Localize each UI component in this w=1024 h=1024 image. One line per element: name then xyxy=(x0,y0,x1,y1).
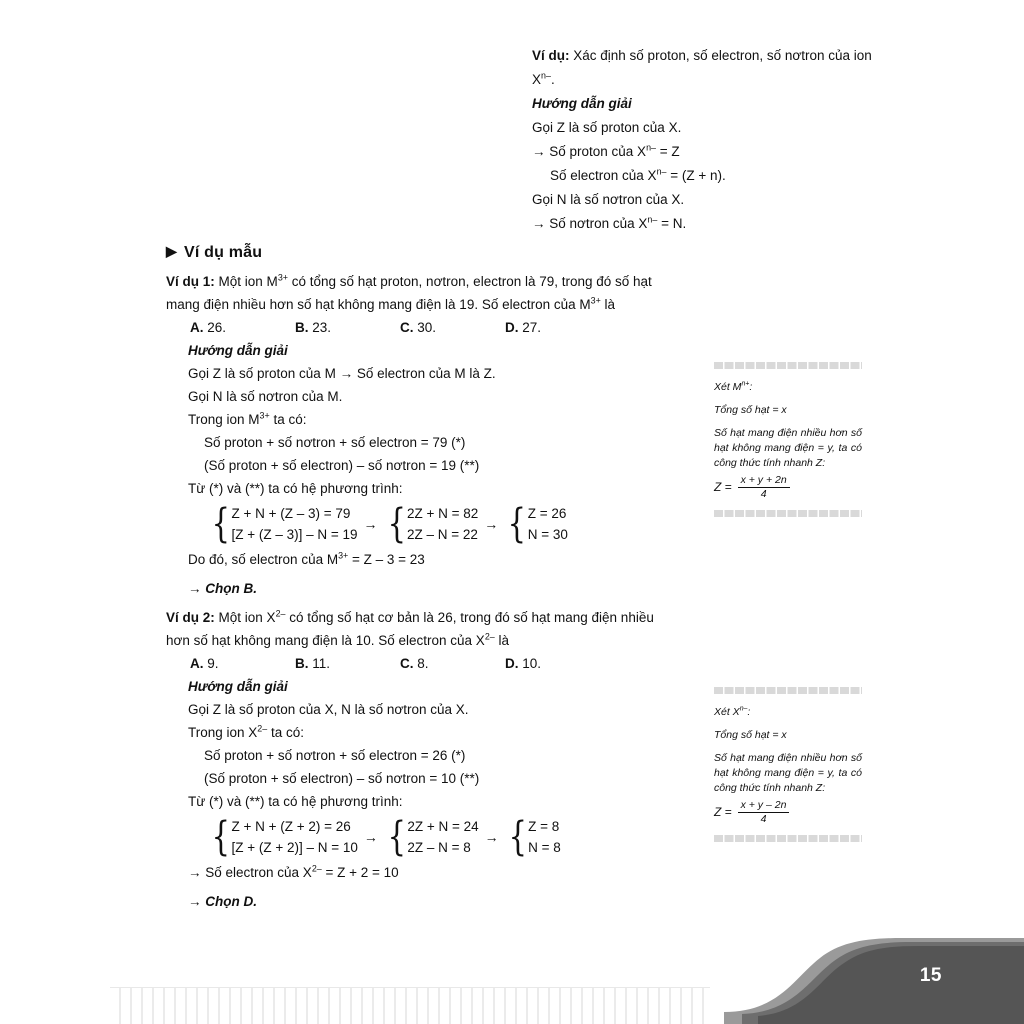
main-content-column xyxy=(166,243,696,913)
example-1-option-d-value: 27. xyxy=(522,320,542,335)
example-2-system-2 xyxy=(384,816,479,858)
example-1-in-ion-sup: 3+ xyxy=(259,410,270,421)
example-2-statement-1: Một ion X xyxy=(218,610,276,625)
note-1-title xyxy=(714,380,862,395)
margin-note-cation xyxy=(714,362,862,517)
note-1-title-prefix: Xét M xyxy=(714,381,742,393)
example-2-system-2-row-1: 2Z + N = 24 xyxy=(407,819,479,834)
example-1-system-1 xyxy=(208,503,358,545)
example-2-statement-2: hơn số hạt không mang điện là 10. Số electron của X xyxy=(166,633,485,648)
example-2-in-ion xyxy=(166,721,696,744)
example-1-system-1-row-1: Z + N + (Z – 3) = 79 xyxy=(231,506,351,521)
example-2-in-ion-tail: ta có: xyxy=(267,725,304,740)
example-2-system-2-row-2: 2Z – N = 8 xyxy=(407,840,471,855)
example-1-equation-systems xyxy=(166,500,696,548)
example-2-guide-heading: Hướng dẫn giải xyxy=(188,679,288,694)
left-brace-icon: { xyxy=(508,814,527,860)
note-2-fraction-denominator: 4 xyxy=(738,812,790,826)
example-2-statement-line-2 xyxy=(166,629,696,652)
example-1-statement-2: mang điện nhiều hơn số hạt không mang điện là 19. Số electron của M xyxy=(166,297,591,312)
note-1-total: Tổng số hạt = x xyxy=(714,404,787,416)
example-1-system-lead: Từ (*) và (**) ta có hệ phương trình: xyxy=(188,481,403,496)
example-2-system-3-row-2: N = 8 xyxy=(528,840,561,855)
example-1-system-2 xyxy=(384,503,479,545)
example-1-line-2: Gọi N là số nơtron của M. xyxy=(188,389,343,404)
intro-line-3-text: Số electron của X xyxy=(550,168,657,183)
example-1-statement-line-2 xyxy=(166,293,696,316)
example-2-result-sup: 2– xyxy=(311,863,322,874)
left-brace-icon: { xyxy=(387,814,406,860)
intro-line-3-tail: = (Z + n). xyxy=(666,168,726,183)
intro-line-4: Gọi N là số nơtron của X. xyxy=(532,192,685,207)
note-bottom-divider xyxy=(714,510,862,517)
note-2-title-prefix: Xét X xyxy=(714,706,740,718)
triangle-right-icon: ▶ xyxy=(166,243,177,259)
example-2-option-b-letter: B. xyxy=(295,656,309,671)
intro-prompt-sup: n– xyxy=(541,70,551,81)
example-2-option-c[interactable] xyxy=(400,652,429,675)
note-1-body: Số hạt mang điện nhiều hơn số hạt không mang điện = y, ta có công thức tính nhanh Z: xyxy=(714,427,862,469)
example-1-option-a[interactable] xyxy=(190,316,226,339)
example-1-system-1-row-2: [Z + (Z – 3)] – N = 19 xyxy=(231,527,358,542)
note-2-title-sup: n– xyxy=(739,705,748,713)
example-1-in-ion xyxy=(166,408,696,431)
example-1-result-prefix: Do đó, số electron của M xyxy=(188,552,339,567)
note-bottom-divider xyxy=(714,835,862,842)
intro-line-5-tail: = N. xyxy=(657,216,687,231)
intro-line-2-text: → Số proton của X xyxy=(532,144,647,159)
example-2-condition-2: (Số proton + số electron) – số nơtron = 10 (**) xyxy=(204,771,480,786)
example-1-result-tail: = Z – 3 = 23 xyxy=(348,552,425,567)
intro-guide-heading: Hướng dẫn giải xyxy=(532,96,632,111)
example-1-guide-heading: Hướng dẫn giải xyxy=(188,343,288,358)
example-2-option-a-value: 9. xyxy=(207,656,219,671)
example-2-line-1: Gọi Z là số proton của X, N là số nơtron của X. xyxy=(188,702,469,717)
note-1-formula-lhs: Z = xyxy=(714,480,732,494)
note-1-formula xyxy=(714,474,862,501)
example-1-result-sup: 3+ xyxy=(338,550,349,561)
intro-line-2-tail: = Z xyxy=(656,144,680,159)
example-2-option-d[interactable] xyxy=(505,652,541,675)
example-1-in-ion-prefix: Trong ion M xyxy=(188,412,260,427)
intro-line-2 xyxy=(532,140,872,164)
intro-line-5-text: → Số nơtron của X xyxy=(532,216,648,231)
example-2-result-prefix: → Số electron của X xyxy=(188,865,312,880)
example-1-option-b-value: 23. xyxy=(312,320,332,335)
example-1-option-d-letter: D. xyxy=(505,320,519,335)
note-2-formula-lhs: Z = xyxy=(714,805,732,819)
example-1-statement-1-sup: 3+ xyxy=(277,272,288,283)
example-1-condition-2: (Số proton + số electron) – số nơtron = 19 (**) xyxy=(204,458,480,473)
example-2-label: Ví dụ 2: xyxy=(166,610,215,625)
intro-line-3 xyxy=(532,164,872,188)
example-1 xyxy=(166,270,696,600)
example-1-option-a-value: 26. xyxy=(207,320,227,335)
example-2-equation-systems xyxy=(166,813,696,861)
note-2-total: Tổng số hạt = x xyxy=(714,729,787,741)
intro-example-block xyxy=(532,44,872,236)
example-2-option-a-letter: A. xyxy=(190,656,204,671)
example-1-system-3 xyxy=(504,503,568,545)
example-2-option-b[interactable] xyxy=(295,652,330,675)
note-1-title-sup: n+ xyxy=(741,380,750,388)
example-1-option-a-letter: A. xyxy=(190,320,204,335)
intro-line-2-sup: n– xyxy=(646,142,656,153)
example-1-option-d[interactable] xyxy=(505,316,541,339)
example-2-system-1-row-2: [Z + (Z + 2)] – N = 10 xyxy=(231,840,358,855)
note-2-body: Số hạt mang điện nhiều hơn số hạt không mang điện = y, ta có công thức tính nhanh Z: xyxy=(714,752,862,794)
arrow-right-icon: → xyxy=(363,516,378,532)
example-2-statement-line-1 xyxy=(166,606,696,629)
example-1-result xyxy=(166,548,696,571)
example-1-statement-1-tail: có tổng số hạt proton, nơtron, electron là 79, trong đó số hạt xyxy=(287,274,652,289)
note-top-divider xyxy=(714,362,862,369)
example-2-result xyxy=(166,861,696,884)
left-brace-icon: { xyxy=(211,814,230,860)
example-1-statement-2-tail: là xyxy=(600,297,616,312)
example-2-statement-2-sup: 2– xyxy=(484,631,495,642)
note-1-title-tail: : xyxy=(749,381,753,393)
example-2-condition-1: Số proton + số nơtron + số electron = 26 (*) xyxy=(204,748,466,763)
example-1-option-c-letter: C. xyxy=(400,320,414,335)
intro-prompt-text: Xác định số proton, số electron, số nơtron của ion X xyxy=(532,48,872,87)
note-1-fraction xyxy=(738,474,790,501)
note-1-fraction-denominator: 4 xyxy=(738,487,790,501)
section-heading-sample-examples xyxy=(166,243,696,262)
intro-line-5-sup: n– xyxy=(647,214,658,225)
example-2-options xyxy=(166,652,696,675)
example-2-statement-2-tail: là xyxy=(494,633,509,648)
example-1-statement-line-1 xyxy=(166,270,696,293)
note-2-title xyxy=(714,705,862,720)
note-top-divider xyxy=(714,687,862,694)
example-1-options xyxy=(166,316,696,339)
example-2-in-ion-sup: 2– xyxy=(257,723,268,734)
example-2-option-b-value: 11. xyxy=(312,656,331,671)
arrow-right-icon: → xyxy=(484,829,499,845)
note-2-fraction-numerator: x + y – 2n xyxy=(740,799,787,811)
left-brace-icon: { xyxy=(507,501,527,547)
example-2-result-tail: = Z + 2 = 10 xyxy=(321,865,399,880)
example-2-system-3 xyxy=(505,816,561,858)
example-1-label: Ví dụ 1: xyxy=(166,274,215,289)
example-1-system-3-row-2: N = 30 xyxy=(527,527,568,542)
example-2-system-1 xyxy=(208,816,358,858)
left-brace-icon: { xyxy=(211,501,230,547)
example-2-system-3-row-1: Z = 8 xyxy=(528,819,560,834)
note-1-fraction-numerator: x + y + 2n xyxy=(740,474,787,486)
example-2-option-a[interactable] xyxy=(190,652,219,675)
example-1-option-c[interactable] xyxy=(400,316,436,339)
left-brace-icon: { xyxy=(387,501,406,547)
note-2-title-tail: : xyxy=(747,706,751,718)
example-2-option-c-letter: C. xyxy=(400,656,414,671)
example-2-option-d-value: 10. xyxy=(522,656,542,671)
intro-line-3-sup: n– xyxy=(656,166,667,177)
intro-label: Ví dụ: xyxy=(532,48,570,63)
section-heading-label: Ví dụ mẫu xyxy=(183,244,263,261)
intro-prompt xyxy=(532,44,872,92)
example-2-system-1-row-1: Z + N + (Z + 2) = 26 xyxy=(231,819,351,834)
example-2 xyxy=(166,606,696,913)
note-2-fraction xyxy=(738,799,790,826)
example-2-system-lead: Từ (*) và (**) ta có hệ phương trình: xyxy=(188,794,403,809)
example-2-in-ion-prefix: Trong ion X xyxy=(188,725,258,740)
intro-prompt-tail: . xyxy=(550,72,555,87)
example-2-option-d-letter: D. xyxy=(505,656,519,671)
intro-line-1: Gọi Z là số proton của X. xyxy=(532,120,682,135)
example-1-system-3-row-1: Z = 26 xyxy=(527,506,567,521)
note-2-formula xyxy=(714,799,862,826)
footer-stripe-pattern xyxy=(110,987,710,1024)
example-1-system-2-row-2: 2Z – N = 22 xyxy=(406,527,478,542)
example-2-statement-1-sup: 2– xyxy=(275,608,286,619)
example-1-condition-1: Số proton + số nơtron + số electron = 79 (*) xyxy=(204,435,466,450)
example-1-option-c-value: 30. xyxy=(417,320,437,335)
arrow-right-icon: → xyxy=(484,516,499,532)
example-1-option-b[interactable] xyxy=(295,316,331,339)
example-1-option-b-letter: B. xyxy=(295,320,309,335)
page-number: 15 xyxy=(919,965,942,986)
example-2-statement-1-tail: có tổng số hạt cơ bản là 26, trong đó số hạt mang điện nhiều xyxy=(285,610,654,625)
example-1-choice: → Chọn B. xyxy=(188,581,257,596)
example-1-statement-1: Một ion M xyxy=(218,274,278,289)
example-1-statement-2-sup: 3+ xyxy=(590,295,601,306)
intro-line-5 xyxy=(532,212,872,236)
arrow-right-icon: → xyxy=(363,829,378,845)
example-2-choice: → Chọn D. xyxy=(188,894,257,909)
example-1-system-2-row-1: 2Z + N = 82 xyxy=(406,506,479,521)
example-1-in-ion-tail: ta có: xyxy=(269,412,307,427)
example-1-line-1: Gọi Z là số proton của M → Số electron của M là Z. xyxy=(188,366,496,381)
margin-note-anion xyxy=(714,687,862,842)
example-2-option-c-value: 8. xyxy=(417,656,429,671)
